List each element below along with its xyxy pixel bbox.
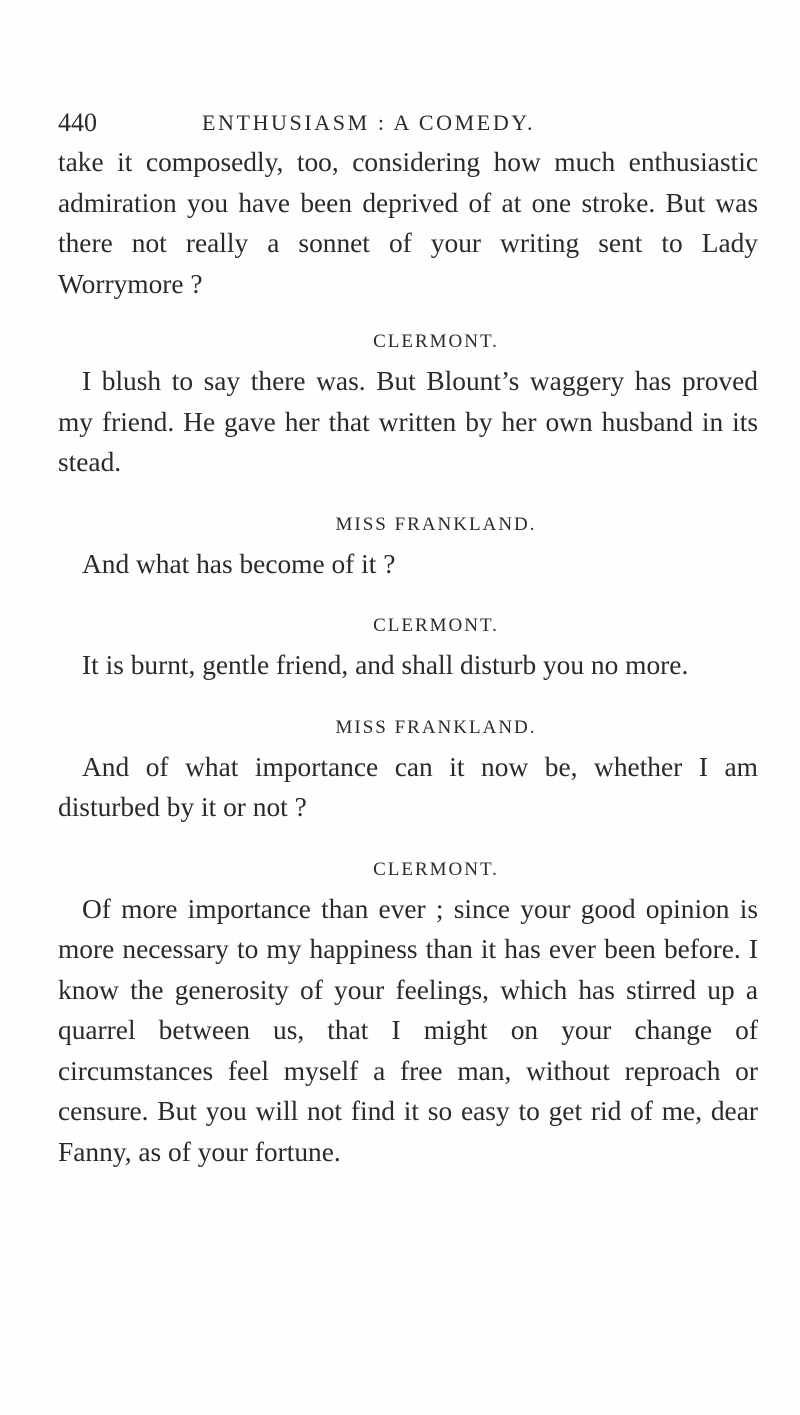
speaker-name: CLERMONT. [373, 331, 499, 352]
running-title: ENTHUSIASM : A COMEDY. [202, 110, 536, 135]
running-head [58, 108, 748, 142]
play-text [58, 142, 758, 1172]
speech: It is burnt, gentle friend, and shall disturb you no more. [82, 650, 689, 680]
speaker-name: MISS FRANKLAND. [335, 716, 537, 738]
speaker-name: CLERMONT. [373, 615, 499, 636]
speaker-name: CLERMONT. [373, 858, 499, 880]
continued-speech: take it composedly, too, considering how much enthusiastic admiration you have been deprived of at one stroke. But was there not really a sonnet of your writing sent to Lady Worrymore ? [58, 147, 758, 299]
speech: And what has become of it ? [82, 548, 396, 579]
speech: Of more importance than ever ; since your good opinion is more necessary to my happiness than it has ever been before. I know the generosity of your feelings, which has stirred up a quarrel between us, that I might on your change of circumstances feel myself a free man, without reproach or censure. But you will not find it so easy to get rid of me, dear Fanny, as of your fortune. [58, 893, 758, 1167]
page-number: 440 [58, 108, 97, 137]
speaker-name: MISS FRANKLAND. [335, 513, 537, 535]
speech: And of what importance can it now be, whether I am disturbed by it or not ? [58, 751, 758, 822]
speech: I blush to say there was. But Blount’s waggery has proved my friend. He gave her that written by her own husband in its stead. [58, 366, 758, 477]
